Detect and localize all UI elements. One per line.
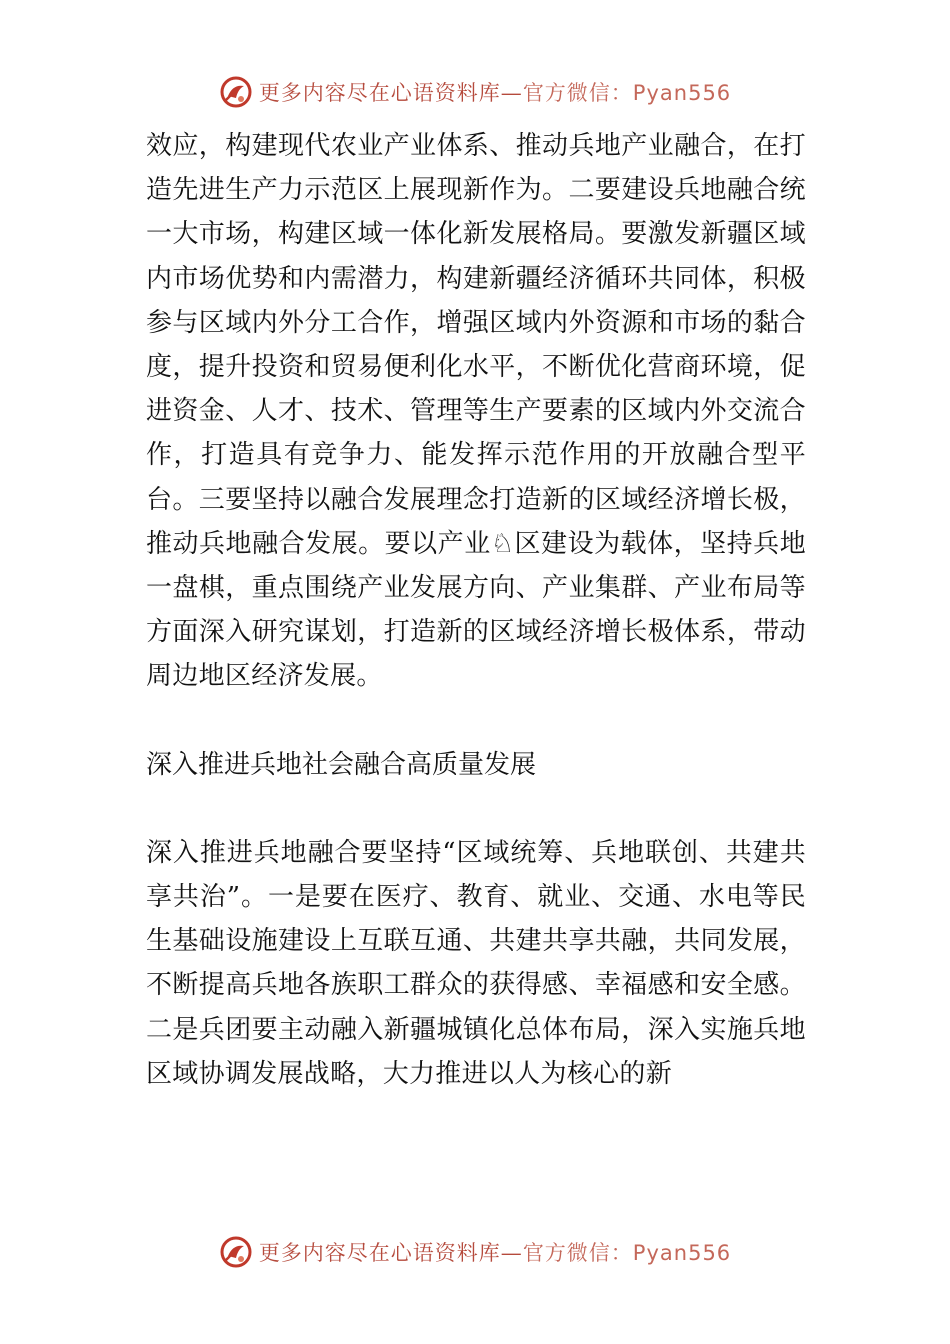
header-banner-text (259, 77, 731, 107)
header-banner (0, 70, 950, 114)
footer-banner-text (259, 1237, 731, 1267)
brand-logo-icon (219, 75, 253, 109)
section-heading: 深入推进兵地社会融合高质量发展 (146, 749, 537, 780)
footer-banner-title: 更多内容尽在心语资料库— (258, 1241, 523, 1265)
header-banner-title: 更多内容尽在心语资料库— (258, 81, 523, 105)
brand-logo-icon (219, 1235, 253, 1269)
header-banner-wechat: 官方微信：Pyan556 (522, 81, 732, 105)
footer-banner (0, 1230, 950, 1274)
footer-banner-wechat: 官方微信：Pyan556 (522, 1241, 732, 1265)
paragraph-economic-integration: 效应，构建现代农业产业体系、推动兵地产业融合，在打造先进生产力示范区上展现新作为。二要建设兵地融合统一大市场，构建区域一体化新发展格局。要激发新疆区域内市场优势和内需潜力，构建新疆经济循环共同体，积极参与区域内外分工合作，增强区域内外资源和市场的黏合度，提升投资和贸易便利化水平，不断优化营商环境，促进资金、人才、技术、管理等生产要素的区域内外交流合作，打造具有竞争力、能发挥示范作用的开放融合型平台。三要坚持以融合发展理念打造新的区域经济增长极，推动兵地融合发展。要以产业♘区建设为载体，坚持兵地一盘棋，重点围绕产业发展方向、产业集群、产业布局等方面深入研究谋划，打造新的区域经济增长极体系，带动周边地区经济发展。 (146, 131, 806, 692)
document-body (146, 124, 806, 1096)
paragraph-social-integration: 深入推进兵地融合要坚持“区域统筹、兵地联创、共建共享共治”。一是要在医疗、教育、就业、交通、水电等民生基础设施建设上互联互通、共建共享共融，共同发展，不断提高兵地各族职工群众的获得感、幸福感和安全感。二是兵团要主动融入新疆城镇化总体布局，深入实施兵地区域协调发展战略，大力推进以人为核心的新 (146, 837, 806, 1089)
